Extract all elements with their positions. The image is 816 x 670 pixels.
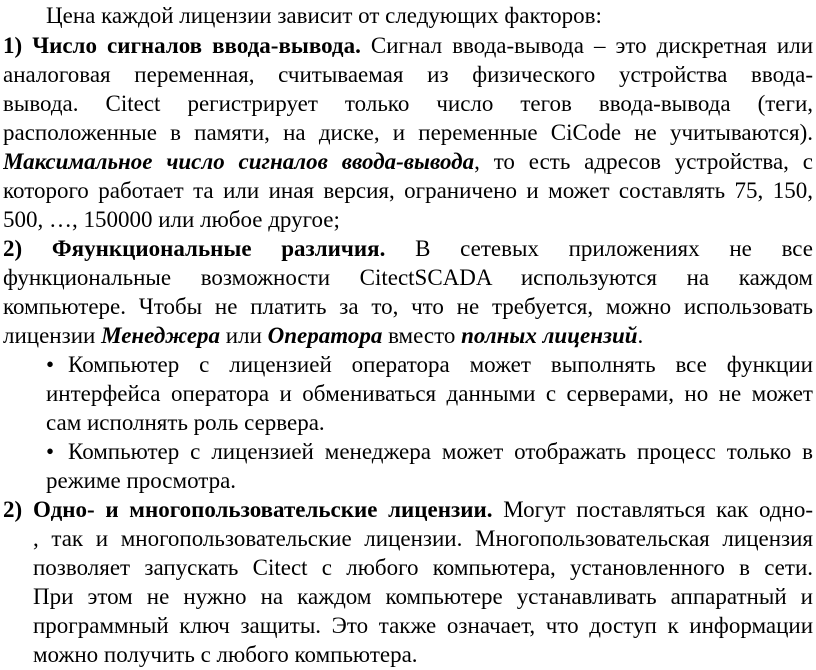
item3-number xyxy=(3,496,22,525)
bullet-icon: • xyxy=(46,352,55,377)
bullet2-line-2: режиме просмотра. xyxy=(46,468,237,493)
item2-text: или xyxy=(225,323,262,348)
item1-number: 1) xyxy=(3,33,23,58)
item2-number: 2) xyxy=(3,236,23,261)
item2-emphasis-manager: Менеджера xyxy=(101,323,221,348)
item1-text: , то есть адресов устройства, с xyxy=(474,149,813,174)
item3-text: Могут поставляться как одно- xyxy=(503,497,813,522)
item2-text: . xyxy=(637,323,644,348)
item3-line-3: позволяет запускать Citect с любого компьютера, установленного в сети. xyxy=(33,555,813,580)
bullet1-line-2: интерфейса оператора и обмениваться данными с серверами, но не может xyxy=(46,381,813,406)
item1-emphasis: Максимальное число сигналов ввода-вывода xyxy=(3,149,475,174)
item1-line-3: вывода. Citect регистрирует только число тегов ввода-вывода (теги, xyxy=(3,91,813,116)
item3-line-2: , так и многопользовательские лицензии. Многопользовательская лицензия xyxy=(33,526,813,551)
item2-text: лицензии xyxy=(3,323,96,348)
intro-line: Цена каждой лицензии зависит от следующих факторов: xyxy=(46,3,602,28)
bullet1-line-1: Компьютер с лицензией оператора может выполнять все функции xyxy=(68,352,813,377)
item1-title: Число сигналов ввода-вывода. xyxy=(32,33,361,58)
item3-line-6: можно получить с любого компьютера. xyxy=(33,642,418,667)
item2-line-1 xyxy=(3,235,813,264)
item3-number-text: 2) xyxy=(3,497,23,522)
item1-line-5 xyxy=(3,148,813,177)
item1-line-4: расположенные в памяти, на диске, и переменные CiCode не учитываются). xyxy=(3,120,813,145)
item2-emphasis-operator: Оператора xyxy=(267,323,383,348)
item2-text: В сетевых приложениях не все xyxy=(415,236,813,261)
item1-line-1 xyxy=(3,32,813,61)
item3-line-4: При этом не нужно на каждом компьютере устанавливать аппаратный и xyxy=(33,584,813,609)
item2-line-4 xyxy=(3,322,643,351)
item3-line-1 xyxy=(33,496,813,525)
item1-line-2: аналоговая переменная, считываемая из физического устройства ввода- xyxy=(3,62,813,87)
item2-text: вместо xyxy=(388,323,456,348)
item2-title: Фяункциональные различия. xyxy=(51,236,386,261)
bullet2-line-1: Компьютер с лицензией менеджера может отображать процесс только в xyxy=(68,439,813,464)
item3-title: Одно- и многопользовательские лицензии. xyxy=(33,497,493,522)
item2-line-3: компьютере. Чтобы не платить за то, что не требуется, можно использовать xyxy=(3,294,813,319)
item1-line-7: 500, …, 150000 или любое другое; xyxy=(3,207,340,232)
item2-line-2: функциональные возможности CitectSCADA используются на каждом xyxy=(3,265,813,290)
item1-text: Сигнал ввода-вывода – это дискретная или xyxy=(370,33,813,58)
item3-line-5: программный ключ защиты. Это также означает, что доступ к информации xyxy=(33,613,813,638)
bullet1-line-3: сам исполнять роль сервера. xyxy=(46,410,325,435)
bullet-icon: • xyxy=(46,439,55,464)
item1-line-6: которого работает та или иная версия, ограничено и может составлять 75, 150, xyxy=(3,178,813,203)
item2-emphasis-full: полных лицензий xyxy=(461,323,638,348)
